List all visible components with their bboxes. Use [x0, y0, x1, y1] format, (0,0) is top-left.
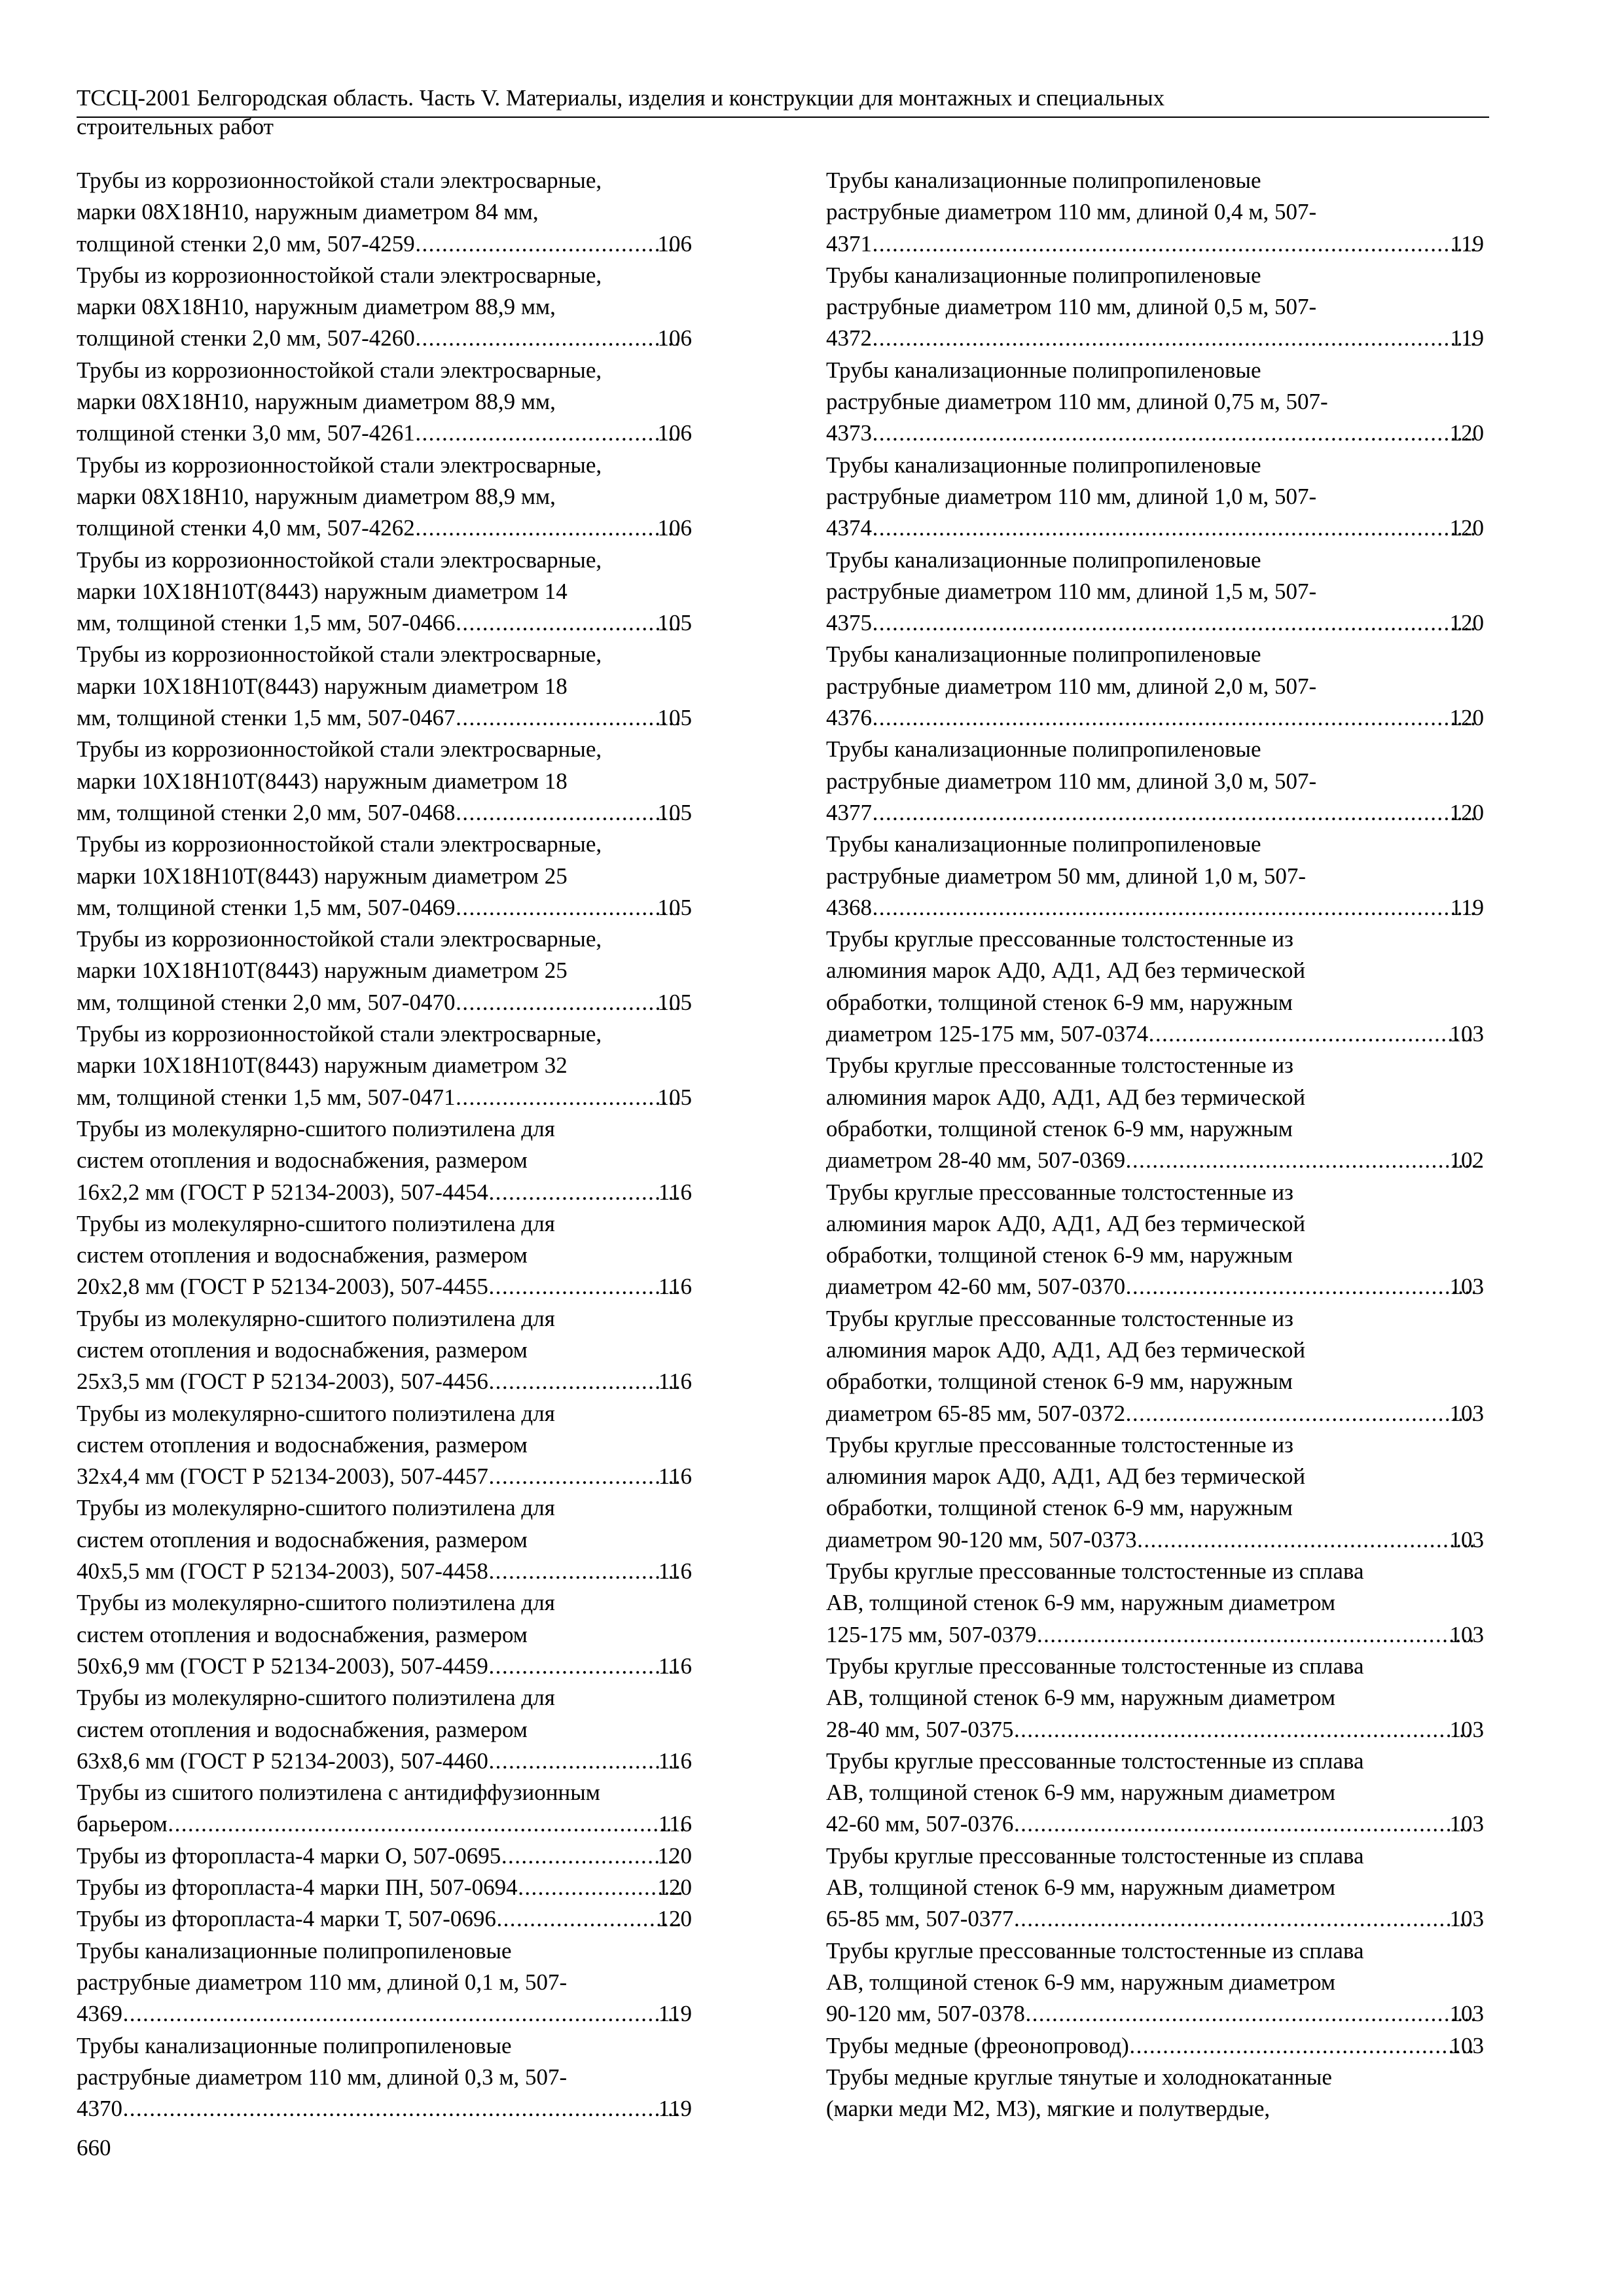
index-entry-text: обработки, толщиной стенок 6-9 мм, наружным: [826, 1242, 1293, 1268]
dot-leader: [872, 512, 1475, 544]
index-entry-text: Трубы из коррозионностойкой стали электросварные,: [77, 168, 602, 193]
index-entry-text: АВ, толщиной стенок 6-9 мм, наружным диаметром: [826, 1780, 1336, 1806]
index-entry-last-line: [826, 607, 1484, 639]
index-entry-text: раструбные диаметром 110 мм, длиной 0,4 м, 507-: [826, 199, 1317, 225]
dot-leader: [872, 323, 1475, 354]
index-entry-text: Трубы из молекулярно-сшитого полиэтилена для: [77, 1590, 555, 1616]
index-entry-text: 4377: [826, 799, 872, 825]
index-entry-text: обработки, толщиной стенок 6-9 мм, наружным: [826, 989, 1293, 1015]
index-entry-text: диаметром 42-60 мм, 507-0370: [826, 1274, 1126, 1300]
index-entry-text: 16х2,2 мм (ГОСТ Р 52134-2003), 507-4454: [77, 1179, 488, 1205]
index-entry-text: систем отопления и водоснабжения, размером: [77, 1526, 528, 1552]
index-entry-text: 125-175 мм, 507-0379: [826, 1621, 1037, 1647]
index-entry-text: Трубы круглые прессованные толстостенные из: [826, 1305, 1293, 1331]
index-entry: [77, 1018, 692, 1113]
index-entry-text: АВ, толщиной стенок 6-9 мм, наружным диаметром: [826, 1590, 1336, 1616]
index-entry-page: 106: [657, 420, 692, 446]
index-entry-text: 4371: [826, 230, 872, 257]
header-title-line1: ТССЦ-2001 Белгородская область. Часть V. Материалы, изделия и конструкции для монтажных и специальных: [77, 85, 1165, 111]
index-entry-last-line: [826, 418, 1484, 449]
index-entry-page: 103: [1449, 1021, 1484, 1047]
index-entry: [77, 1840, 692, 1872]
dot-leader: [488, 1556, 683, 1587]
index-entry-last-line: [77, 987, 692, 1018]
index-entry: [826, 1746, 1484, 1840]
index-entry-text: барьером: [77, 1811, 168, 1837]
index-entry-text: 90-120 мм, 507-0378: [826, 2001, 1025, 2027]
index-entry-page: 119: [1450, 230, 1484, 257]
index-entry: [826, 829, 1484, 924]
index-entry-text: Трубы из коррозионностойкой стали электросварные,: [77, 452, 602, 478]
index-entry-page: 120: [1449, 420, 1484, 446]
index-entry-text: толщиной стенки 2,0 мм, 507-4259: [77, 230, 415, 257]
index-entry-text: Трубы канализационные полипропиленовые: [826, 641, 1261, 668]
index-entry-page: 120: [657, 1874, 692, 1901]
index-entry-text: Трубы круглые прессованные толстостенные из: [826, 1431, 1293, 1458]
index-entry-page: 103: [1449, 1274, 1484, 1300]
index-entry-text: Трубы канализационные полипропиленовые: [826, 736, 1261, 762]
index-entry-last-line: [826, 1145, 1484, 1176]
index-entry: [77, 2030, 692, 2125]
index-entry-text: Трубы из коррозионностойкой стали электросварные,: [77, 831, 602, 857]
index-entry-page: 103: [1449, 1621, 1484, 1647]
index-entry-last-line: [77, 1366, 692, 1397]
index-entry-last-line: [77, 1556, 692, 1587]
index-entry-last-line: [77, 418, 692, 449]
index-entry: [77, 1492, 692, 1587]
index-entry-text: (марки меди М2, М3), мягкие и полутвердые,: [826, 2096, 1271, 2122]
index-entry: [77, 924, 692, 1018]
index-entry-page: 102: [1449, 1147, 1484, 1174]
index-entry-text: толщиной стенки 2,0 мм, 507-4260: [77, 325, 415, 351]
index-entry: [826, 2062, 1484, 2125]
index-entry-last-line: [77, 1840, 692, 1872]
index-entry-last-line: [77, 1872, 692, 1903]
index-entry-page: 119: [1450, 325, 1484, 351]
index-entry-text: алюминия марок АД0, АД1, АД без термической: [826, 1210, 1306, 1236]
index-entry: [826, 1177, 1484, 1303]
dot-leader: [872, 418, 1475, 449]
index-entry-text: Трубы из коррозионностойкой стали электросварные,: [77, 641, 602, 668]
index-entry-text: 4372: [826, 325, 872, 351]
index-entry-text: раструбные диаметром 110 мм, длиной 2,0 м, 507-: [826, 673, 1317, 699]
index-entry-text: Трубы из коррозионностойкой стали электросварные,: [77, 736, 602, 762]
index-entry-page: 116: [658, 1179, 692, 1205]
index-entry-text: марки 08Х18Н10, наружным диаметром 88,9 мм,: [77, 483, 556, 509]
index-entry-page: 105: [657, 989, 692, 1015]
index-entry-page: 105: [657, 705, 692, 731]
index-entry-text: Трубы из коррозионностойкой стали электросварные,: [77, 547, 602, 573]
index-entry: [826, 2030, 1484, 2062]
index-entry-text: раструбные диаметром 50 мм, длиной 1,0 м, 507-: [826, 863, 1306, 889]
index-entry-page: 120: [1449, 705, 1484, 731]
index-entry-last-line: [77, 892, 692, 924]
index-entry-text: марки 08Х18Н10, наружным диаметром 84 мм,: [77, 199, 539, 225]
index-entry-text: раструбные диаметром 110 мм, длиной 1,5 м, 507-: [826, 578, 1317, 604]
page-number: 660: [77, 2135, 111, 2161]
index-entry-page: 103: [1449, 1811, 1484, 1837]
index-entry-text: систем отопления и водоснабжения, размером: [77, 1242, 528, 1268]
index-entry-last-line: [826, 2030, 1484, 2062]
dot-leader: [872, 797, 1475, 829]
index-entry-text: толщиной стенки 3,0 мм, 507-4261: [77, 420, 415, 446]
index-entry-last-line: [826, 1619, 1484, 1651]
index-entry-page: 119: [658, 2001, 692, 2027]
index-entry-last-line: [826, 892, 1484, 924]
index-entry-page: 119: [1450, 894, 1484, 920]
index-entry-page: 116: [658, 1274, 692, 1300]
dot-leader: [1013, 1903, 1474, 1935]
index-entry-text: диаметром 125-175 мм, 507-0374: [826, 1021, 1149, 1047]
index-entry: [77, 1587, 692, 1682]
index-entry-page: 103: [1449, 2032, 1484, 2058]
index-entry-last-line: [826, 228, 1484, 260]
index-entry-page: 119: [658, 2096, 692, 2122]
index-entry: [826, 1050, 1484, 1176]
index-entry-page: 105: [657, 799, 692, 825]
index-entry: [826, 545, 1484, 639]
index-entry-text: раструбные диаметром 110 мм, длиной 1,0 м, 507-: [826, 483, 1317, 509]
dot-leader: [415, 512, 683, 544]
index-entry: [826, 1651, 1484, 1746]
index-entry-last-line: [826, 797, 1484, 829]
index-entry-text: марки 10Х18Н10Т(8443) наружным диаметром 32: [77, 1052, 568, 1079]
index-entry: [826, 1840, 1484, 1935]
index-entry: [826, 1935, 1484, 2030]
dot-leader: [1025, 1998, 1475, 2030]
index-entry-text: Трубы круглые прессованные толстостенные из сплава: [826, 1748, 1364, 1774]
index-entry-last-line: [77, 1651, 692, 1682]
index-entry-text: марки 10Х18Н10Т(8443) наружным диаметром 18: [77, 673, 568, 699]
index-entry-last-line: [826, 1524, 1484, 1556]
index-entry-text: Трубы из коррозионностойкой стали электросварные,: [77, 262, 602, 288]
index-entry-text: 4368: [826, 894, 872, 920]
index-entry: [77, 260, 692, 355]
index-entry-text: алюминия марок АД0, АД1, АД без термической: [826, 1463, 1306, 1490]
index-entry-text: 32х4,4 мм (ГОСТ Р 52134-2003), 507-4457: [77, 1463, 488, 1490]
dot-leader: [488, 1746, 683, 1777]
index-entry: [77, 165, 692, 260]
index-entry-text: мм, толщиной стенки 1,5 мм, 507-0469: [77, 894, 456, 920]
index-entry-text: 65-85 мм, 507-0377: [826, 1906, 1014, 1932]
index-entry-last-line: [826, 512, 1484, 544]
index-entry-last-line: [826, 1714, 1484, 1746]
index-entry-page: 105: [657, 1084, 692, 1110]
index-entry-page: 120: [1449, 610, 1484, 636]
index-entry-text: Трубы канализационные полипропиленовые: [826, 547, 1261, 573]
index-entry: [77, 1113, 692, 1208]
dot-leader: [1148, 1018, 1474, 1050]
index-entry: [77, 829, 692, 924]
dot-leader: [501, 1840, 682, 1872]
index-entry-page: 103: [1449, 2001, 1484, 2027]
index-entry-page: 116: [658, 1653, 692, 1679]
index-entry-text: алюминия марок АД0, АД1, АД без термической: [826, 958, 1306, 984]
dot-leader: [1013, 1714, 1474, 1746]
index-entry-page: 116: [658, 1558, 692, 1585]
dot-leader: [456, 1082, 683, 1113]
index-entry-text: Трубы круглые прессованные толстостенные из сплава: [826, 1842, 1364, 1869]
index-entry-last-line: [826, 702, 1484, 734]
index-entry: [77, 1208, 692, 1303]
index-entry: [77, 1398, 692, 1493]
index-entry-last-line: [77, 323, 692, 354]
index-entry-text: Трубы из фторопласта-4 марки ПН, 507-0694: [77, 1874, 518, 1901]
index-entry-text: Трубы круглые прессованные толстостенные из сплава: [826, 1653, 1364, 1679]
index-entry-page: 106: [657, 325, 692, 351]
index-entry-text: алюминия марок АД0, АД1, АД без термической: [826, 1084, 1306, 1110]
index-entry-text: Трубы из коррозионностойкой стали электросварные,: [77, 1021, 602, 1047]
index-entry-last-line: [826, 323, 1484, 354]
index-entry-text: Трубы круглые прессованные толстостенные из сплава: [826, 1558, 1364, 1585]
index-entry-text: Трубы круглые прессованные толстостенные из: [826, 926, 1293, 952]
index-entry-page: 120: [657, 1906, 692, 1932]
index-entry-text: мм, толщиной стенки 2,0 мм, 507-0468: [77, 799, 456, 825]
index-entry-text: раструбные диаметром 110 мм, длиной 0,1 м, 507-: [77, 1969, 568, 1995]
index-entry-page: 103: [1449, 1906, 1484, 1932]
dot-leader: [456, 797, 683, 829]
index-entry-text: раструбные диаметром 110 мм, длиной 0,5 м, 507-: [826, 294, 1317, 320]
index-entry-last-line: [77, 607, 692, 639]
index-entry-text: 4375: [826, 610, 872, 636]
index-entry-text: систем отопления и водоснабжения, размером: [77, 1431, 528, 1458]
page-header: [77, 84, 1489, 141]
dot-leader: [1125, 1398, 1474, 1429]
dot-leader: [122, 1998, 683, 2030]
index-entry-text: Трубы из молекулярно-сшитого полиэтилена для: [77, 1685, 555, 1711]
index-entry-last-line: [77, 1998, 692, 2030]
index-entry-text: обработки, толщиной стенок 6-9 мм, наружным: [826, 1495, 1293, 1521]
index-entry-text: АВ, толщиной стенок 6-9 мм, наружным диаметром: [826, 1969, 1336, 1995]
index-entry-text: марки 10Х18Н10Т(8443) наружным диаметром 14: [77, 578, 568, 604]
dot-leader: [872, 702, 1475, 734]
index-entry-text: 4374: [826, 515, 872, 541]
dot-leader: [415, 418, 683, 449]
index-entry-last-line: [826, 1271, 1484, 1302]
index-entry: [826, 165, 1484, 260]
index-entry-text: марки 10Х18Н10Т(8443) наружным диаметром 25: [77, 958, 568, 984]
index-entry: [77, 1682, 692, 1777]
index-entry-text: мм, толщиной стенки 2,0 мм, 507-0470: [77, 989, 456, 1015]
index-entry-page: 116: [658, 1369, 692, 1395]
header-title-line2: строительных работ: [77, 114, 274, 139]
dot-leader: [488, 1271, 683, 1302]
index-entry-page: 103: [1449, 1526, 1484, 1552]
index-entry-text: 42-60 мм, 507-0376: [826, 1811, 1014, 1837]
index-entry-text: систем отопления и водоснабжения, размером: [77, 1621, 528, 1647]
index-entry-last-line: [77, 1271, 692, 1302]
index-entry-last-line: [77, 797, 692, 829]
index-entry-text: АВ, толщиной стенок 6-9 мм, наружным диаметром: [826, 1685, 1336, 1711]
index-entry-page: 116: [658, 1748, 692, 1774]
index-entry-text: Трубы канализационные полипропиленовые: [826, 831, 1261, 857]
index-entry: [826, 639, 1484, 734]
index-entry-last-line: [826, 1808, 1484, 1840]
index-entry-page: 120: [1449, 515, 1484, 541]
index-entry-last-line: [77, 512, 692, 544]
dot-leader: [1129, 2030, 1475, 2062]
dot-leader: [415, 323, 683, 354]
dot-leader: [456, 892, 683, 924]
index-entry-text: Трубы круглые прессованные толстостенные из: [826, 1179, 1293, 1205]
dot-leader: [1125, 1271, 1474, 1302]
index-entry: [826, 1429, 1484, 1556]
dot-leader: [488, 1177, 683, 1208]
index-entry: [826, 734, 1484, 829]
index-entry: [826, 355, 1484, 450]
index-entry-last-line: [77, 1177, 692, 1208]
dot-leader: [488, 1366, 683, 1397]
index-entry-text: 4373: [826, 420, 872, 446]
index-entry-text: мм, толщиной стенки 1,5 мм, 507-0467: [77, 705, 456, 731]
index-entry-text: Трубы из фторопласта-4 марки О, 507-0695: [77, 1842, 501, 1869]
index-entry-page: 105: [657, 894, 692, 920]
index-entry-text: марки 10Х18Н10Т(8443) наружным диаметром 25: [77, 863, 568, 889]
index-entry-text: Трубы из фторопласта-4 марки Т, 507-0696: [77, 1906, 496, 1932]
dot-leader: [122, 2093, 683, 2125]
index-entry-text: марки 10Х18Н10Т(8443) наружным диаметром 18: [77, 768, 568, 794]
index-entry-text: 25х3,5 мм (ГОСТ Р 52134-2003), 507-4456: [77, 1369, 488, 1395]
header-divider: [77, 117, 1489, 118]
index-entry-text: систем отопления и водоснабжения, размером: [77, 1716, 528, 1742]
index-entry-text: систем отопления и водоснабжения, размером: [77, 1147, 528, 1174]
index-entry-text: марки 08Х18Н10, наружным диаметром 88,9 мм,: [77, 389, 556, 415]
index-entry-text: Трубы из молекулярно-сшитого полиэтилена для: [77, 1400, 555, 1426]
index-entry-text: Трубы из молекулярно-сшитого полиэтилена для: [77, 1305, 555, 1331]
index-entry-text: мм, толщиной стенки 1,5 мм, 507-0466: [77, 610, 456, 636]
index-entry-text: Трубы канализационные полипропиленовые: [826, 452, 1261, 478]
dot-leader: [872, 607, 1475, 639]
index-entry-last-line: [77, 1746, 692, 1777]
index-entry-text: 28-40 мм, 507-0375: [826, 1716, 1014, 1742]
index-entry-text: 4369: [77, 2001, 122, 2027]
index-entry-text: Трубы медные (фреонопровод): [826, 2032, 1129, 2058]
index-entry-text: Трубы из молекулярно-сшитого полиэтилена для: [77, 1495, 555, 1521]
index-entry-text: Трубы из молекулярно-сшитого полиэтилена для: [77, 1115, 555, 1141]
index-entry: [826, 1556, 1484, 1651]
index-entry: [77, 734, 692, 829]
index-entry-last-line: [77, 1808, 692, 1840]
dot-leader: [488, 1651, 683, 1682]
index-entry-page: 120: [1449, 799, 1484, 825]
index-entry: [826, 924, 1484, 1050]
index-entry-last-line: [77, 702, 692, 734]
index-entry: [77, 355, 692, 450]
index-entry-page: 120: [657, 1842, 692, 1869]
index-entry-text: раструбные диаметром 110 мм, длиной 3,0 м, 507-: [826, 768, 1317, 794]
index-entry-last-line: [826, 1018, 1484, 1050]
index-entry-text: 4370: [77, 2096, 122, 2122]
index-entry: [826, 450, 1484, 545]
index-entry-page: 106: [657, 515, 692, 541]
index-entry-text: Трубы круглые прессованные толстостенные из сплава: [826, 1937, 1364, 1964]
index-entry: [77, 1903, 692, 1935]
index-entry-text: систем отопления и водоснабжения, размером: [77, 1336, 528, 1363]
index-entry: [77, 1303, 692, 1398]
dot-leader: [415, 228, 683, 260]
dot-leader: [456, 702, 683, 734]
index-entry-text: диаметром 65-85 мм, 507-0372: [826, 1400, 1126, 1426]
index-entry-page: 103: [1449, 1400, 1484, 1426]
dot-leader: [1125, 1145, 1474, 1176]
dot-leader: [456, 987, 683, 1018]
dot-leader: [168, 1808, 683, 1840]
index-entry-text: 40х5,5 мм (ГОСТ Р 52134-2003), 507-4458: [77, 1558, 488, 1585]
index-entry-text: Трубы медные круглые тянутые и холоднокатанные: [826, 2064, 1332, 2090]
index-entry-text: мм, толщиной стенки 1,5 мм, 507-0471: [77, 1084, 456, 1110]
index-column-left: [77, 165, 692, 2125]
index-entry-text: Трубы канализационные полипропиленовые: [826, 262, 1261, 288]
index-entry-text: алюминия марок АД0, АД1, АД без термической: [826, 1336, 1306, 1363]
index-entry-last-line: [77, 1082, 692, 1113]
index-entry-last-line: [77, 228, 692, 260]
index-entry: [77, 545, 692, 639]
index-entry-page: 106: [657, 230, 692, 257]
index-entry: [77, 1777, 692, 1840]
index-entry-text: раструбные диаметром 110 мм, длиной 0,3 м, 507-: [77, 2064, 568, 2090]
dot-leader: [456, 607, 683, 639]
index-entry: [77, 1872, 692, 1903]
dot-leader: [496, 1903, 683, 1935]
index-entry-text: АВ, толщиной стенок 6-9 мм, наружным диаметром: [826, 1874, 1336, 1901]
index-entry-text: Трубы круглые прессованные толстостенные из: [826, 1052, 1293, 1079]
index-entry: [77, 1935, 692, 2030]
index-entry-text: Трубы канализационные полипропиленовые: [826, 357, 1261, 383]
index-entry-page: 116: [658, 1463, 692, 1490]
index-entry-text: толщиной стенки 4,0 мм, 507-4262: [77, 515, 415, 541]
index-entry-text: Трубы из молекулярно-сшитого полиэтилена для: [77, 1210, 555, 1236]
index-entry-last-line: [77, 1461, 692, 1492]
index-entry-text: 4376: [826, 705, 872, 731]
index-entry-text: марки 08Х18Н10, наружным диаметром 88,9 мм,: [77, 294, 556, 320]
index-entry-text: диаметром 28-40 мм, 507-0369: [826, 1147, 1126, 1174]
index-entry-text: диаметром 90-120 мм, 507-0373: [826, 1526, 1137, 1552]
index-entry-text: 63х8,6 мм (ГОСТ Р 52134-2003), 507-4460: [77, 1748, 488, 1774]
index-entry-text: раструбные диаметром 110 мм, длиной 0,75 м, 507-: [826, 389, 1328, 415]
index-entry-text: 50х6,9 мм (ГОСТ Р 52134-2003), 507-4459: [77, 1653, 488, 1679]
dot-leader: [872, 228, 1475, 260]
index-entry-text: Трубы из коррозионностойкой стали электросварные,: [77, 357, 602, 383]
dot-leader: [1137, 1524, 1475, 1556]
index-entry-text: 20х2,8 мм (ГОСТ Р 52134-2003), 507-4455: [77, 1274, 488, 1300]
index-entry-text: обработки, толщиной стенок 6-9 мм, наружным: [826, 1369, 1293, 1395]
index-entry-text: Трубы канализационные полипропиленовые: [77, 2032, 512, 2058]
index-entry: [77, 450, 692, 545]
index-column-right: [826, 165, 1484, 2125]
index-entry: [77, 639, 692, 734]
dot-leader: [872, 892, 1475, 924]
index-entry-page: 105: [657, 610, 692, 636]
dot-leader: [1036, 1619, 1474, 1651]
index-entry-last-line: [826, 1903, 1484, 1935]
index-entry-last-line: [826, 1398, 1484, 1429]
dot-leader: [1013, 1808, 1474, 1840]
index-entry-text: Трубы канализационные полипропиленовые: [826, 168, 1261, 193]
index-entry-page: 103: [1449, 1716, 1484, 1742]
dot-leader: [488, 1461, 683, 1492]
index-entry-last-line: [77, 2093, 692, 2125]
index-entry: [826, 1303, 1484, 1429]
index-entry-last-line: [77, 1903, 692, 1935]
index-entry-last-line: [826, 1998, 1484, 2030]
index-entry-page: 116: [658, 1811, 692, 1837]
index-entry-text: обработки, толщиной стенок 6-9 мм, наружным: [826, 1115, 1293, 1141]
index-entry-text: Трубы канализационные полипропиленовые: [77, 1937, 512, 1964]
index-entry-text: Трубы из коррозионностойкой стали электросварные,: [77, 926, 602, 952]
index-entry: [826, 260, 1484, 355]
index-entry-text: Трубы из сшитого полиэтилена с антидиффузионным: [77, 1780, 600, 1806]
